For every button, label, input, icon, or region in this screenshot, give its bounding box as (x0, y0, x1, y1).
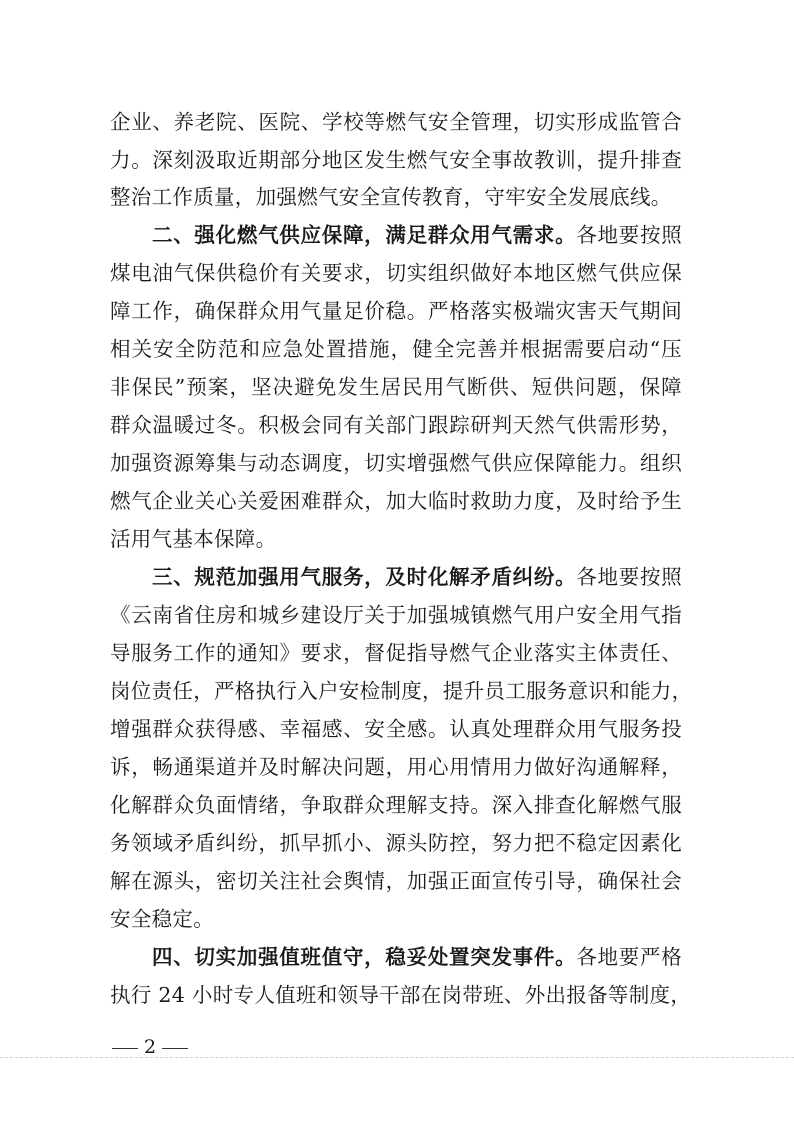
text-line (110, 981, 692, 1009)
line-text: 燃气企业关心关爱困难群众，加大临时救助力度，及时给予生 (110, 489, 682, 513)
text-line (110, 297, 682, 325)
footer-dash-left (112, 1048, 138, 1049)
text-line (110, 905, 682, 933)
page-number: 2 (144, 1036, 157, 1058)
text-line (110, 146, 682, 174)
line-text: 障工作，确保群众用气量足价稳。严格落实极端灾害天气期间 (110, 299, 682, 323)
line-text: 各地要严格 (576, 945, 683, 969)
line-text: 导服务工作的通知》要求，督促指导燃气企业落实主体责任、 (110, 641, 682, 665)
footer-dash-right (162, 1048, 188, 1049)
text-line (110, 829, 682, 857)
line-text: 务领域矛盾纠纷，抓早抓小、源头防控，努力把不稳定因素化 (110, 831, 682, 855)
line-text: 煤电油气保供稳价有关要求，切实组织做好本地区燃气供应保 (110, 261, 682, 285)
line-text: 加强资源筹集与动态调度，切实增强燃气供应保障能力。组织 (110, 451, 682, 475)
text-line (110, 867, 682, 895)
line-text: 相关安全防范和应急处置措施，健全完善并根据需要启动“压 (110, 337, 682, 361)
text-line (110, 639, 682, 667)
text-line (152, 221, 682, 249)
text-line (110, 373, 682, 401)
line-text: 化解群众负面情绪，争取群众理解支持。深入排查化解燃气服 (110, 793, 682, 817)
line-text: 诉，畅通渠道并及时解决问题，用心用情用力做好沟通解释， (110, 755, 682, 779)
line-text: 活用气基本保障。 (110, 527, 277, 551)
section-heading: 二、强化燃气供应保障，满足群众用气需求。 (152, 223, 577, 247)
section-heading: 三、规范加强用气服务，及时化解矛盾纠纷。 (152, 565, 577, 589)
line-text: 群众温暖过冬。积极会同有关部门跟踪研判天然气供需形势， (110, 413, 682, 437)
text-line (110, 259, 682, 287)
line-text: 企业、养老院、医院、学校等燃气安全管理，切实形成监管合 (110, 110, 682, 134)
text-line (152, 943, 682, 971)
line-text: 整治工作质量，加强燃气安全宣传教育，守牢安全发展底线。 (110, 185, 672, 209)
text-line (110, 183, 682, 211)
line-text: 各地要按照 (576, 565, 683, 589)
text-line (110, 487, 682, 515)
line-text: 非保民”预案，坚决避免发生居民用气断供、短供问题，保障 (110, 375, 682, 399)
scan-edge-line (0, 1057, 794, 1058)
text-line (110, 411, 682, 439)
text-line (152, 563, 682, 591)
line-text: 力。深刻汲取近期部分地区发生燃气安全事故教训，提升排查 (110, 148, 682, 172)
section-heading: 四、切实加强值班值守，稳妥处置突发事件。 (152, 945, 577, 969)
text-line (110, 108, 682, 136)
text-line (110, 449, 682, 477)
line-text: 执行 24 小时专人值班和领导干部在岗带班、外出报备等制度， (110, 983, 692, 1007)
text-line (110, 791, 682, 819)
line-text: 增强群众获得感、幸福感、安全感。认真处理群众用气服务投 (110, 717, 682, 741)
text-line (110, 715, 682, 743)
text-line (110, 753, 682, 781)
line-text: 《云南省住房和城乡建设厅关于加强城镇燃气用户安全用气指 (110, 603, 682, 627)
line-text: 安全稳定。 (110, 907, 214, 931)
line-text: 各地要按照 (576, 223, 683, 247)
text-line (110, 601, 682, 629)
text-line (110, 335, 682, 363)
line-text: 岗位责任，严格执行入户安检制度，提升员工服务意识和能力， (110, 679, 693, 703)
text-line (110, 677, 693, 705)
text-line (110, 525, 682, 553)
line-text: 解在源头，密切关注社会舆情，加强正面宣传引导，确保社会 (110, 869, 682, 893)
